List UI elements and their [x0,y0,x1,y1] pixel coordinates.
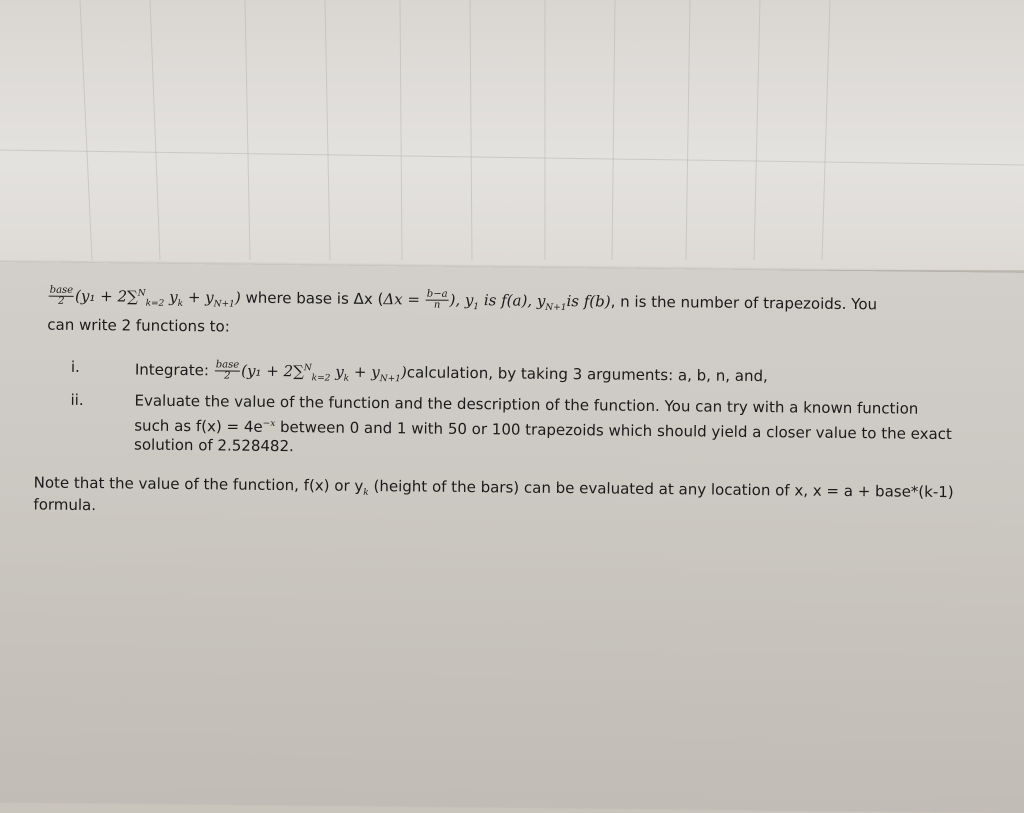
background-sheet [0,0,1024,270]
note-line1: Note that the value of the function, f(x) or $y_k$ (height of the bars) can be evaluated at any location of x, x = a + base*(k-1) [33,473,954,502]
list-item-evaluate-line3: solution of 2.528482. [134,435,294,456]
formula-line: $\frac{\text{base}}{2}$ (y₁ + 2∑$^N_{k=2}$ $y_k + y_{N+1}$) where base is Δx (Δx = $\frac{b-a}{n}$ ), $y_1$ is f(a), $y_{N+1}is$ f(b), n is the number of trapezoids. You [49,284,878,314]
document-page [0,262,1024,813]
list-item-evaluate-line2: such as $f(x) = 4e^{-x}$ between 0 and 1 with 50 or 100 trapezoids which should yield a closer value to the exact [134,416,952,444]
bleed-through-table [0,0,1024,270]
list-marker-i: i. [70,357,80,376]
list-marker-ii: ii. [70,390,84,409]
list-item-integrate: Integrate: $\frac{\text{base}}{2}$ (y₁ + 2∑$^N_{k=2}$ $y_k$ + $y_{N+1})calculation$, by taking 3 arguments: a, b, n, and, [134,359,768,386]
note-line2: formula. [33,495,97,515]
intro-text: can write 2 functions to: [47,315,230,336]
base-over-2-fraction: $\frac{\text{base}}{2}$ [49,284,74,307]
base-over-2-fraction: $\frac{\text{base}}{2}$ [215,359,240,382]
dx-fraction: $\frac{b-a}{n}$ [426,288,448,311]
list-item-evaluate-line1: Evaluate the value of the function and the description of the function. You can try with a known function [134,391,919,418]
